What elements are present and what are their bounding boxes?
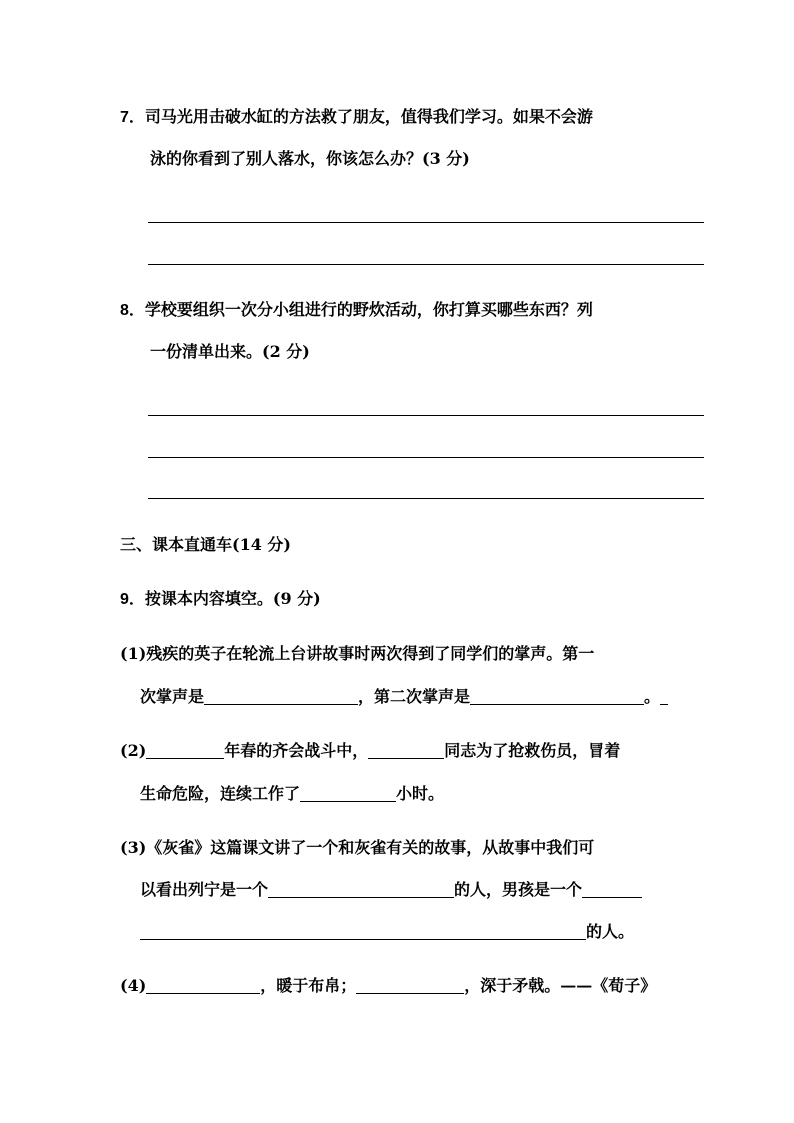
q9-p1-text-b: 次掌声是 xyxy=(140,687,205,706)
q8-answer-line-1[interactable] xyxy=(148,415,704,416)
q7-line-2: 泳的你看到了别人落水，你该怎么办？(3 分) xyxy=(150,149,470,168)
q9-number: 9． xyxy=(120,591,145,608)
q7-number: 7． xyxy=(120,109,145,126)
q9-p2-text-a: (2) xyxy=(120,741,147,760)
q9-p1-line-1: (1)残疾的英子在轮流上台讲故事时两次得到了同学们的掌声。第一 xyxy=(120,644,595,663)
q7-answer-line-1[interactable] xyxy=(148,222,704,223)
q9-p3-text-c: 的人，男孩是一个 xyxy=(454,880,583,899)
q9-p2-blank-name[interactable] xyxy=(368,740,444,759)
q9-p2-line-1 xyxy=(120,740,620,762)
q9-text: 按课本内容填空。(9 分) xyxy=(144,589,321,608)
q7-answer-line-2[interactable] xyxy=(148,264,704,265)
q9-p3-text-d: 的人。 xyxy=(586,922,635,941)
q9-p3-blank-2b[interactable] xyxy=(140,921,586,940)
q9-p2-text-b: 年春的齐会战斗中， xyxy=(224,741,369,760)
q9-p2-text-e: 小时。 xyxy=(396,784,445,803)
q9-p1-line-2 xyxy=(140,686,668,708)
q9-p2-line-2 xyxy=(140,783,444,805)
q9-p2-blank-hours[interactable] xyxy=(300,783,396,802)
q9-p2-blank-year[interactable] xyxy=(146,740,224,759)
q8-answer-line-3[interactable] xyxy=(148,498,704,499)
q8-line-2: 一份清单出来。(2 分) xyxy=(150,342,310,361)
q9-p1-blank-1[interactable] xyxy=(204,686,358,705)
q9-p1-text-c: ，第二次掌声是 xyxy=(358,687,471,706)
q8-text-1: 学校要组织一次分小组进行的野炊活动，你打算买哪些东西？列 xyxy=(144,300,593,319)
q9-p1-text-d: 。 xyxy=(644,687,661,706)
q9-p1-underline-end xyxy=(660,686,668,705)
q7-text-1: 司马光用击破水缸的方法救了朋友，值得我们学习。如果不会游 xyxy=(144,107,593,126)
q9-p4-blank-2[interactable] xyxy=(356,975,464,994)
q9-line xyxy=(120,588,321,611)
q9-p3-text-b: 以看出列宁是一个 xyxy=(140,880,269,899)
q9-p3-line-2 xyxy=(140,879,642,901)
q9-p3-line-1: (3)《灰雀》这篇课文讲了一个和灰雀有关的故事，从故事中我们可 xyxy=(120,838,595,857)
q8-answer-line-2[interactable] xyxy=(148,457,704,458)
q9-p3-line-3 xyxy=(140,921,634,943)
q8-line-1 xyxy=(120,299,593,322)
q9-p4-line xyxy=(120,975,656,997)
q9-p4-text-a: (4) xyxy=(120,976,147,995)
q9-p2-text-c: 同志为了抢救伤员，冒着 xyxy=(444,741,621,760)
q9-p4-text-c: ，深于矛戟。——《荀子》 xyxy=(464,976,657,995)
q9-p1-blank-2[interactable] xyxy=(470,686,644,705)
q9-p3-blank-1[interactable] xyxy=(268,879,454,898)
section-3-title: 三、课本直通车(14 分) xyxy=(120,535,291,554)
q9-p3-blank-2a[interactable] xyxy=(582,879,642,898)
q9-p4-text-b: ，暖于布帛； xyxy=(260,976,357,995)
q7-line-1 xyxy=(120,106,593,129)
q8-number: 8． xyxy=(120,302,145,319)
q9-p2-text-d: 生命危险，连续工作了 xyxy=(140,784,301,803)
q9-p4-blank-1[interactable] xyxy=(146,975,260,994)
